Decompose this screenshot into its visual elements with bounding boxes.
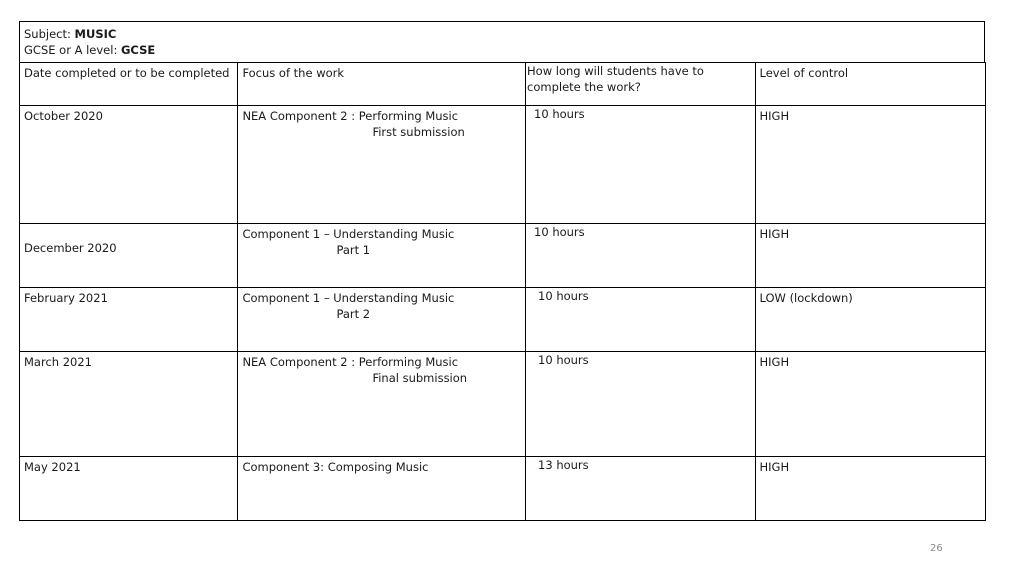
cell-focus <box>238 224 526 288</box>
hours-value: 10 hours <box>534 225 585 239</box>
hours-value: 13 hours <box>538 458 589 472</box>
column-header-duration <box>526 63 755 106</box>
table-column-headers <box>20 63 986 106</box>
subject-line <box>24 26 984 42</box>
focus-title: Component 1 – Understanding Music <box>242 227 455 241</box>
subject-label: Subject: <box>24 27 75 41</box>
cell-control: LOW (lockdown) <box>755 288 986 352</box>
column-header-duration-label: How long will students have to complete the work? <box>527 64 704 94</box>
subject-value: MUSIC <box>74 27 117 41</box>
table-row <box>20 457 986 521</box>
level-line <box>24 42 984 58</box>
cell-hours <box>526 352 755 457</box>
cell-control: HIGH <box>755 457 986 521</box>
cell-date: March 2021 <box>20 352 238 457</box>
table-row <box>20 288 986 352</box>
cell-date: May 2021 <box>20 457 238 521</box>
cell-focus <box>238 352 526 457</box>
hours-value: 10 hours <box>538 353 589 367</box>
column-header-control: Level of control <box>755 63 986 106</box>
level-label: GCSE or A level: <box>24 43 121 57</box>
date-value: December 2020 <box>24 241 117 255</box>
cell-date: February 2021 <box>20 288 238 352</box>
focus-title: NEA Component 2 : Performing Music <box>242 355 459 369</box>
focus-subtitle: First submission <box>372 125 465 139</box>
table-header-block <box>19 21 985 62</box>
cell-date: October 2020 <box>20 106 238 224</box>
column-header-focus: Focus of the work <box>238 63 526 106</box>
cell-hours <box>526 106 755 224</box>
cell-hours <box>526 288 755 352</box>
column-header-date: Date completed or to be completed <box>20 63 238 106</box>
focus-subtitle: Final submission <box>372 371 468 385</box>
table-row <box>20 106 986 224</box>
cell-control: HIGH <box>755 106 986 224</box>
cell-hours <box>526 457 755 521</box>
cell-focus <box>238 288 526 352</box>
hours-value: 10 hours <box>534 107 585 121</box>
cell-control: HIGH <box>755 352 986 457</box>
focus-subtitle: Part 1 <box>336 243 371 257</box>
focus-title: Component 3: Composing Music <box>242 460 429 474</box>
assessment-table <box>19 62 986 521</box>
cell-control: HIGH <box>755 224 986 288</box>
table-row <box>20 352 986 457</box>
focus-title: Component 1 – Understanding Music <box>242 291 455 305</box>
table-row <box>20 224 986 288</box>
cell-hours <box>526 224 755 288</box>
cell-focus <box>238 106 526 224</box>
cell-focus <box>238 457 526 521</box>
cell-date <box>20 224 238 288</box>
focus-subtitle: Part 2 <box>336 307 371 321</box>
page-number: 26 <box>930 543 943 554</box>
hours-value: 10 hours <box>538 289 589 303</box>
level-value: GCSE <box>120 43 156 57</box>
focus-title: NEA Component 2 : Performing Music <box>242 109 459 123</box>
